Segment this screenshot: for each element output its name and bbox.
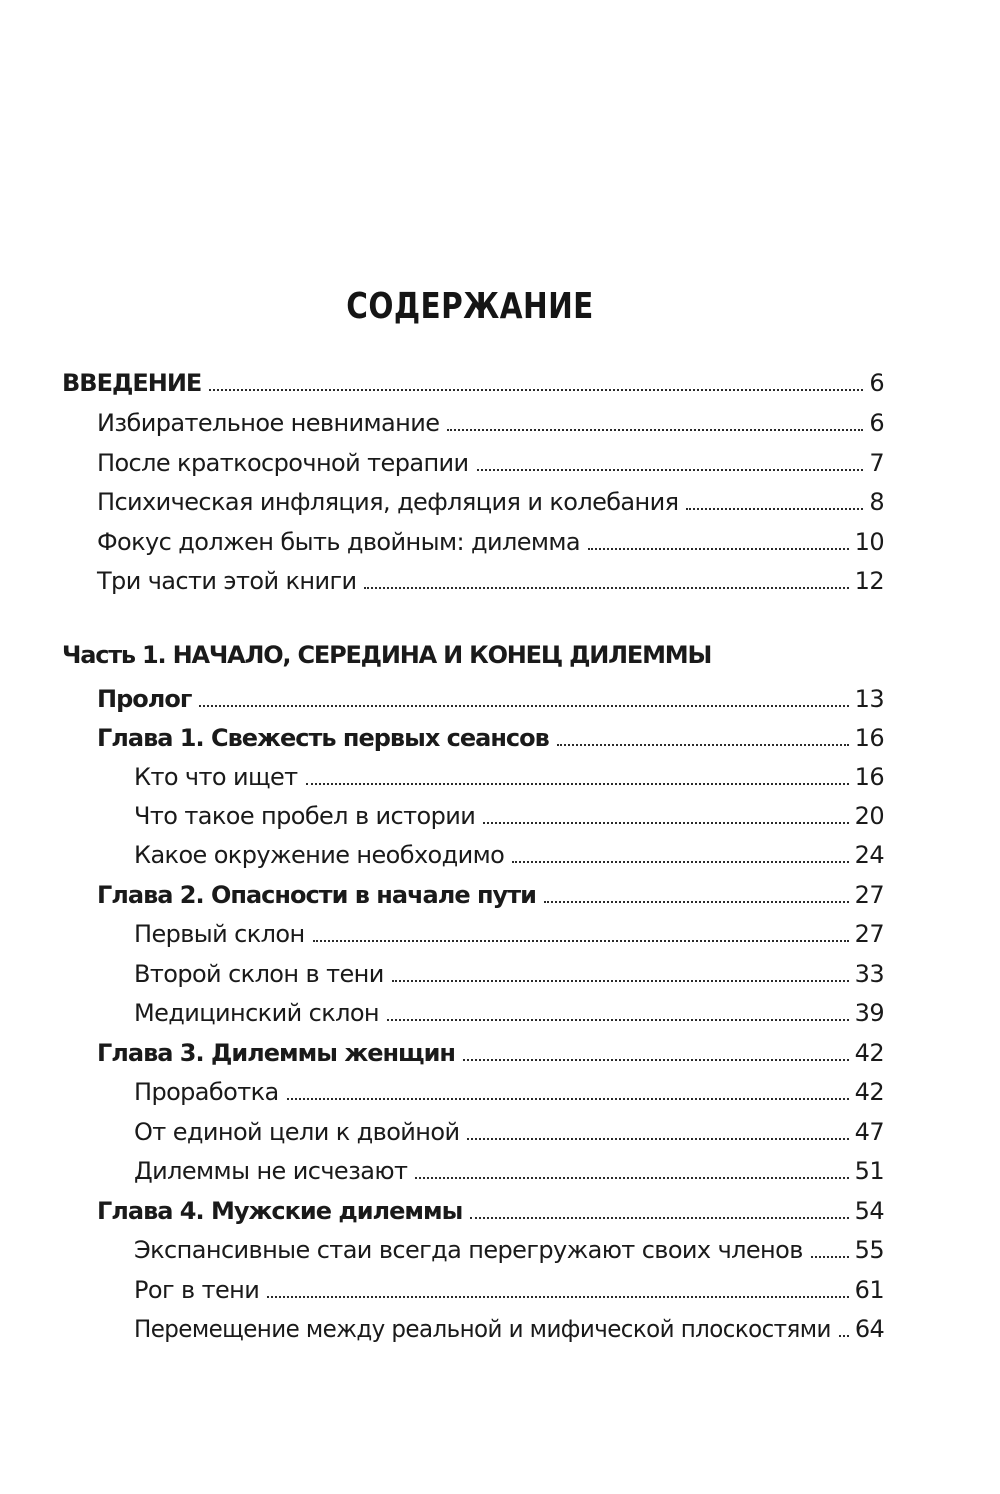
dot-leader — [364, 587, 848, 589]
toc-entry-label: Перемещение между реальной и мифической плоскостями — [134, 1315, 831, 1343]
toc-page-number: 54 — [854, 1197, 884, 1225]
dot-leader — [686, 508, 863, 510]
toc-entry[interactable] — [134, 1310, 884, 1344]
toc-entry-label: Глава 3. Дилеммы женщин — [97, 1039, 455, 1067]
dot-leader — [470, 1217, 848, 1219]
toc-entry[interactable] — [134, 955, 884, 989]
toc-page-number: 27 — [854, 881, 884, 909]
toc-entry-intro[interactable] — [62, 364, 884, 398]
toc-page-number: 24 — [854, 841, 884, 869]
toc-page-number: 47 — [854, 1118, 884, 1146]
toc-entry-chapter[interactable] — [97, 1192, 884, 1226]
toc-entry-label: Три части этой книги — [97, 567, 357, 595]
toc-page-number: 27 — [854, 920, 884, 948]
toc-page-number: 6 — [869, 409, 884, 437]
toc-entry-label: Медицинский склон — [134, 999, 380, 1027]
dot-leader — [306, 783, 849, 785]
dot-leader — [209, 389, 863, 391]
toc-entry[interactable] — [134, 1073, 884, 1107]
toc-entry[interactable] — [97, 444, 884, 478]
toc-entry-prologue[interactable] — [97, 680, 884, 714]
toc-entry-label: От единой цели к двойной — [134, 1118, 460, 1146]
dot-leader — [839, 1335, 849, 1337]
toc-entry-label: Психическая инфляция, дефляция и колебания — [97, 488, 679, 516]
toc-entry-label: Пролог — [97, 685, 192, 713]
toc-page-number: 42 — [854, 1078, 884, 1106]
toc-page-number: 20 — [854, 802, 884, 830]
dot-leader — [415, 1177, 848, 1179]
toc-entry[interactable] — [134, 994, 884, 1028]
toc-entry-label: Глава 2. Опасности в начале пути — [97, 881, 536, 909]
toc-entry[interactable] — [97, 562, 884, 596]
dot-leader — [199, 705, 848, 707]
toc-entry[interactable] — [134, 836, 884, 870]
toc-entry-label: Дилеммы не исчезают — [134, 1157, 408, 1185]
toc-page-number: 51 — [854, 1157, 884, 1185]
toc-entry[interactable] — [134, 1152, 884, 1186]
toc-page-number: 13 — [854, 685, 884, 713]
dot-leader — [392, 980, 849, 982]
dot-leader — [463, 1059, 849, 1061]
toc-entry[interactable] — [134, 1231, 884, 1265]
toc-entry-label: Экспансивные стаи всегда перегружают своих членов — [134, 1236, 803, 1264]
toc-entry-chapter[interactable] — [97, 876, 884, 910]
part-heading: Часть 1. НАЧАЛО, СЕРЕДИНА И КОНЕЦ ДИЛЕММЫ — [62, 641, 712, 669]
toc-entry-label: Глава 1. Свежесть первых сеансов — [97, 724, 549, 752]
toc-page-number: 7 — [869, 449, 884, 477]
toc-entry-chapter[interactable] — [97, 719, 884, 753]
toc-page-number: 64 — [854, 1315, 885, 1343]
toc-entry-label: Избирательное невнимание — [97, 409, 440, 437]
toc-entry-label: Первый склон — [134, 920, 305, 948]
toc-entry-label: ВВЕДЕНИЕ — [62, 369, 202, 397]
toc-entry-label: Проработка — [134, 1078, 279, 1106]
dot-leader — [544, 901, 849, 903]
toc-entry-label: Кто что ищет — [134, 763, 298, 791]
dot-leader — [467, 1138, 848, 1140]
dot-leader — [477, 469, 864, 471]
toc-entry[interactable] — [97, 523, 884, 557]
dot-leader — [287, 1098, 849, 1100]
dot-leader — [811, 1256, 849, 1258]
dot-leader — [557, 744, 849, 746]
toc-entry[interactable] — [97, 404, 884, 438]
dot-leader — [267, 1296, 848, 1298]
toc-entry[interactable] — [134, 915, 884, 949]
toc-entry-label: Какое окружение необходимо — [134, 841, 505, 869]
toc-page-number: 42 — [854, 1039, 884, 1067]
dot-leader — [512, 861, 848, 863]
toc-entry-label: После краткосрочной терапии — [97, 449, 469, 477]
toc-page-number: 6 — [869, 369, 884, 397]
dot-leader — [483, 822, 848, 824]
toc-entry-label: Второй склон в тени — [134, 960, 384, 988]
toc-entry-label: Фокус должен быть двойным: дилемма — [97, 528, 580, 556]
toc-page-number: 61 — [854, 1276, 884, 1304]
toc-entry[interactable] — [134, 758, 884, 792]
toc-entry[interactable] — [134, 797, 884, 831]
toc-entry-label: Глава 4. Мужские дилеммы — [97, 1197, 463, 1225]
page-title: СОДЕРЖАНИЕ — [346, 286, 594, 327]
toc-page-number: 16 — [854, 724, 884, 752]
toc-page-number: 8 — [869, 488, 884, 516]
toc-page-number: 16 — [854, 763, 884, 791]
toc-entry-label: Рог в тени — [134, 1276, 260, 1304]
dot-leader — [313, 940, 849, 942]
dot-leader — [588, 548, 849, 550]
dot-leader — [387, 1019, 849, 1021]
toc-page-number: 55 — [854, 1236, 884, 1264]
toc-page-number: 12 — [854, 567, 884, 595]
toc-page-number: 10 — [854, 528, 884, 556]
toc-entry-label: Что такое пробел в истории — [134, 802, 476, 830]
toc-entry[interactable] — [134, 1113, 884, 1147]
toc-page-number: 39 — [854, 999, 884, 1027]
toc-page-number: 33 — [854, 960, 884, 988]
toc-entry-chapter[interactable] — [97, 1034, 884, 1068]
dot-leader — [447, 429, 863, 431]
toc-entry[interactable] — [134, 1271, 884, 1305]
toc-entry[interactable] — [97, 483, 884, 517]
